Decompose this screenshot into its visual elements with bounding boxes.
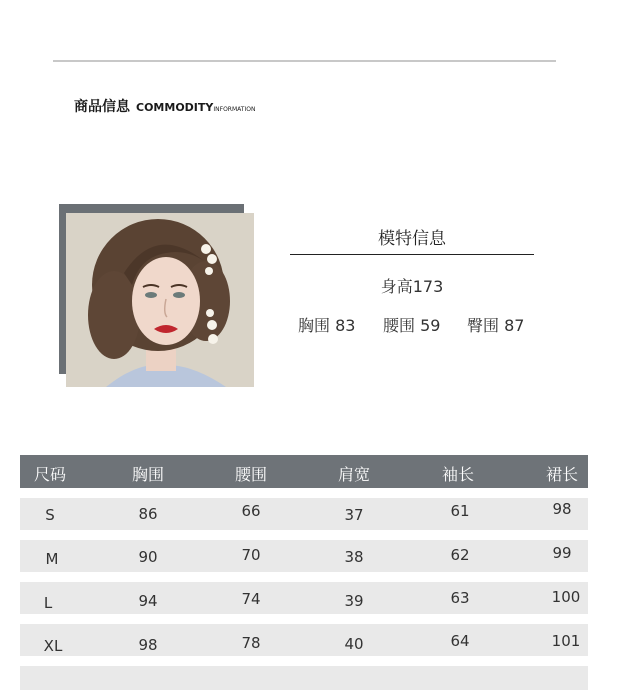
col-header-size: 尺码	[33, 465, 67, 484]
cell-bust: 86	[138, 505, 158, 523]
size-table-header	[20, 455, 588, 488]
col-header-length: 裙长	[545, 465, 579, 484]
model-info-title: 模特信息	[378, 229, 446, 249]
col-header-bust: 胸围	[131, 465, 165, 484]
cell-size: M	[45, 550, 59, 568]
cell-length: 99	[552, 544, 572, 562]
cell-bust: 98	[138, 636, 158, 654]
table-row	[20, 498, 588, 530]
cell-size: L	[43, 594, 53, 612]
cell-sleeve: 64	[450, 632, 470, 650]
model-height: 身高173	[380, 277, 444, 296]
table-row	[20, 624, 588, 656]
cell-bust: 90	[138, 548, 158, 566]
section-title-en-small: INFORMATION	[213, 106, 256, 113]
cell-sleeve: 61	[450, 502, 470, 520]
cell-waist: 70	[241, 546, 261, 564]
cell-shoulder: 39	[344, 592, 364, 610]
cell-length: 101	[551, 632, 581, 650]
cell-bust: 94	[138, 592, 158, 610]
cell-shoulder: 38	[344, 548, 364, 566]
cell-sleeve: 62	[450, 546, 470, 564]
size-table	[20, 455, 588, 655]
cell-shoulder: 37	[344, 506, 364, 524]
table-row-empty	[20, 666, 588, 690]
model-info-divider	[290, 254, 534, 255]
cell-sleeve: 63	[450, 589, 470, 607]
cell-length: 100	[551, 588, 581, 606]
table-row	[20, 540, 588, 572]
model-bust: 胸围 83	[298, 316, 356, 335]
model-waist: 腰围 59	[383, 316, 441, 335]
cell-waist: 74	[241, 590, 261, 608]
top-divider	[53, 60, 556, 62]
table-row	[20, 582, 588, 614]
cell-shoulder: 40	[344, 635, 364, 653]
section-title-en: COMMODITY	[136, 101, 214, 114]
cell-size: S	[45, 506, 55, 524]
section-title-zh: 商品信息	[74, 99, 130, 115]
cell-size: XL	[43, 637, 63, 655]
model-hips: 臀围 87	[467, 316, 525, 335]
model-photo	[66, 213, 254, 387]
section-title	[74, 96, 255, 116]
cell-length: 98	[552, 500, 572, 518]
col-header-sleeve: 袖长	[441, 465, 475, 484]
cell-waist: 66	[241, 502, 261, 520]
col-header-shoulder: 肩宽	[337, 465, 371, 484]
cell-waist: 78	[241, 634, 261, 652]
col-header-waist: 腰围	[234, 465, 268, 484]
